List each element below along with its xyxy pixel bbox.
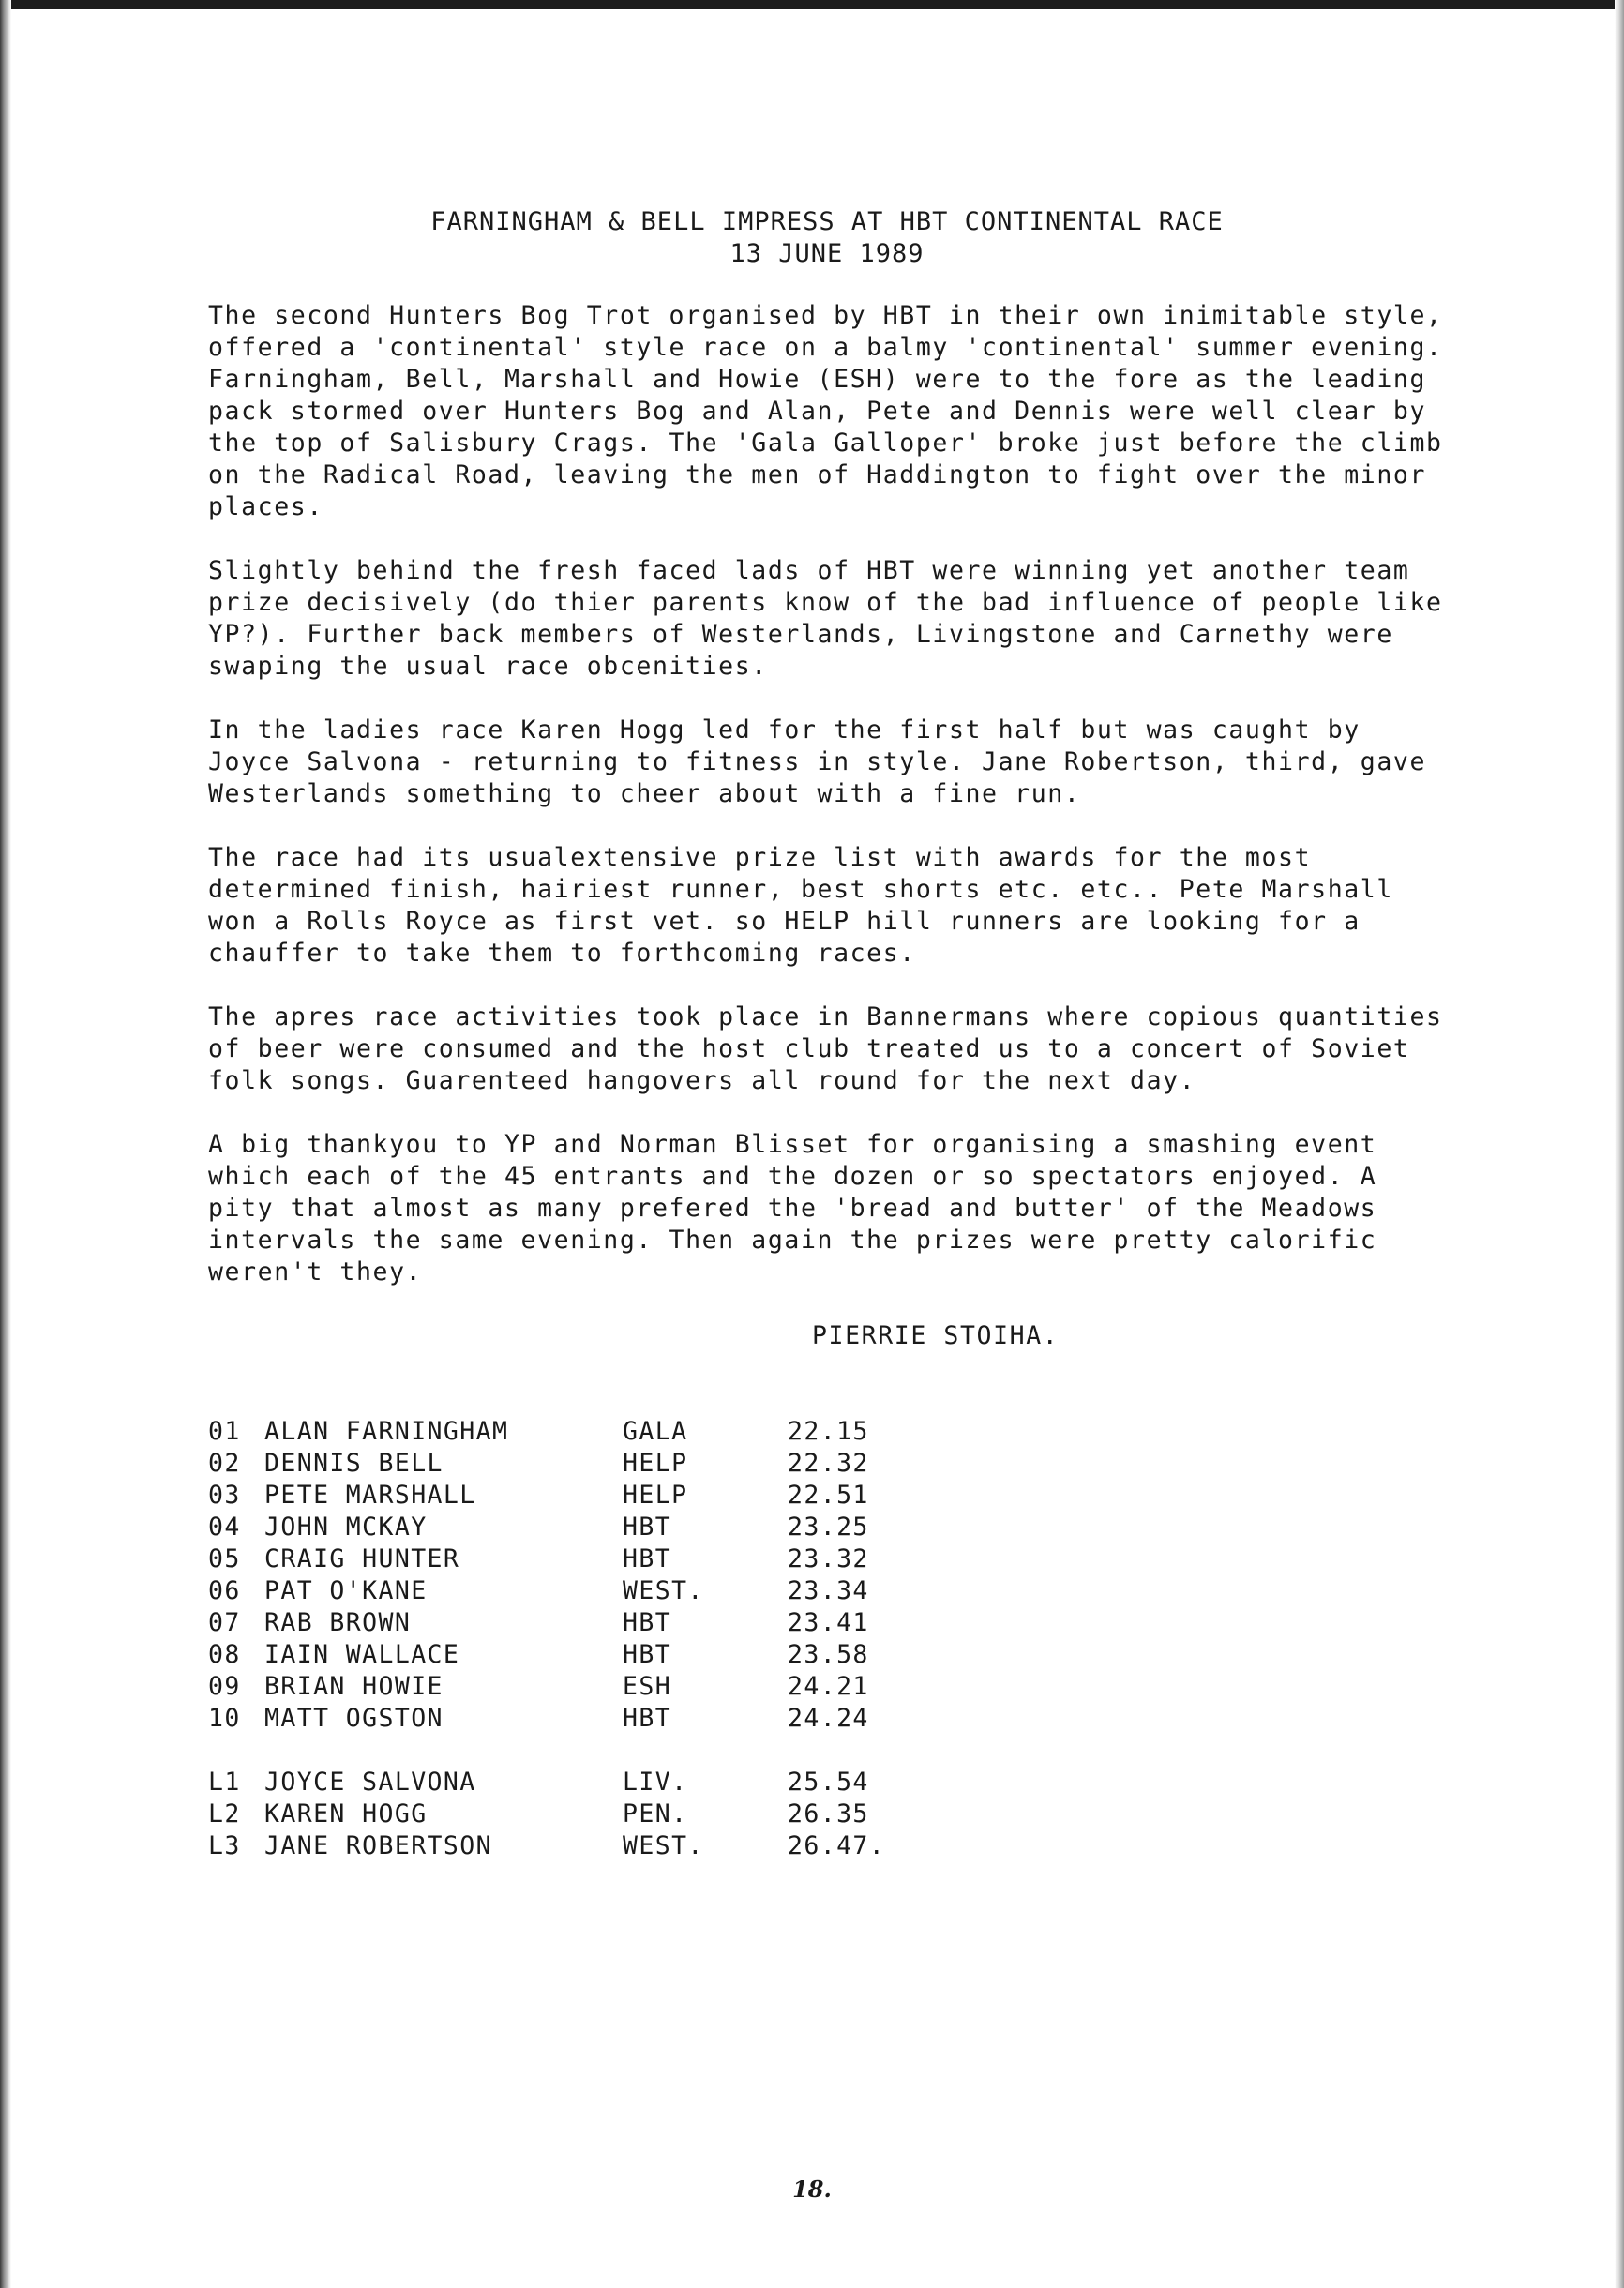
result-club: HBT (623, 1513, 672, 1542)
result-time: 23.32 (788, 1544, 869, 1573)
result-time: 23.58 (788, 1640, 869, 1669)
title-date: 13 JUNE 1989 (729, 239, 925, 268)
result-row (208, 1512, 1446, 1543)
result-position: 05 (208, 1544, 241, 1573)
title-headline: FARNINGHAM & BELL IMPRESS AT HBT CONTINENTAL RACE (430, 207, 1224, 236)
scan-right-edge (1615, 0, 1624, 2288)
results-table (208, 1416, 1446, 1862)
result-name: CRAIG HUNTER (264, 1544, 460, 1573)
result-name: JOHN MCKAY (264, 1513, 428, 1542)
result-position: L3 (208, 1831, 241, 1860)
result-name: BRIAN HOWIE (264, 1672, 444, 1701)
result-position: 06 (208, 1576, 241, 1605)
result-time: 26.35 (788, 1799, 869, 1829)
author-signature: PIERRIE STOIHA. (812, 1321, 1060, 1350)
result-row (208, 1671, 1446, 1703)
result-name: JANE ROBERTSON (264, 1831, 492, 1860)
result-row (208, 1767, 1446, 1799)
result-time: 22.51 (788, 1481, 869, 1510)
result-row (208, 1480, 1446, 1512)
result-name: KAREN HOGG (264, 1799, 428, 1829)
result-name: IAIN WALLACE (264, 1640, 460, 1669)
result-time: 22.32 (788, 1449, 869, 1478)
result-club: HBT (623, 1544, 672, 1573)
result-time: 23.34 (788, 1576, 869, 1605)
result-time: 24.21 (788, 1672, 869, 1701)
result-club: WEST. (623, 1831, 704, 1860)
result-name: MATT OGSTON (264, 1704, 444, 1733)
result-club: HBT (623, 1640, 672, 1669)
result-position: 08 (208, 1640, 241, 1669)
paragraph: The second Hunters Bog Trot organised by HBT in their own inimitable style, offered a 'continental' style race on a balmy 'continental' summer evening. Farningham, Bell, Marshall and Howie (ESH) were to the fore as the leading pack stormed over Hunters Bog and Alan, Pete and Dennis were well clear by the top of Salisbury Crags. The 'Gala Galloper' broke just before the climb on the Radical Road, leaving the men of Haddington to fight over the minor places. (208, 301, 1443, 521)
result-row (208, 1607, 1446, 1639)
result-row (208, 1543, 1446, 1575)
result-club: HELP (623, 1449, 688, 1478)
result-name: PAT O'KANE (264, 1576, 428, 1605)
result-position: 01 (208, 1417, 241, 1446)
result-time: 23.25 (788, 1513, 869, 1542)
results-gap (208, 1735, 1446, 1767)
result-name: RAB BROWN (264, 1608, 412, 1637)
result-club: HBT (623, 1608, 672, 1637)
result-club: LIV. (623, 1768, 688, 1797)
document-page (208, 206, 1446, 1862)
paragraph: The apres race activities took place in Bannermans where copious quantities of beer were consumed and the host club treated us to a concert of Soviet folk songs. Guarenteed hangovers all round for the next day. (208, 1002, 1443, 1095)
result-position: 03 (208, 1481, 241, 1510)
result-position: L1 (208, 1768, 241, 1797)
result-time: 26.47. (788, 1831, 886, 1860)
result-time: 23.41 (788, 1608, 869, 1637)
result-name: JOYCE SALVONA (264, 1768, 476, 1797)
results-men (208, 1416, 1446, 1735)
result-club: HELP (623, 1481, 688, 1510)
result-time: 25.54 (788, 1768, 869, 1797)
result-row (208, 1575, 1446, 1607)
result-name: PETE MARSHALL (264, 1481, 476, 1510)
result-club: PEN. (623, 1799, 688, 1829)
article-title (208, 206, 1446, 270)
result-time: 24.24 (788, 1704, 869, 1733)
result-club: ESH (623, 1672, 672, 1701)
result-row (208, 1703, 1446, 1735)
result-position: 10 (208, 1704, 241, 1733)
result-row (208, 1416, 1446, 1448)
article-body (208, 300, 1446, 1288)
result-club: HBT (623, 1704, 672, 1733)
result-position: 02 (208, 1449, 241, 1478)
result-name: ALAN FARNINGHAM (264, 1417, 509, 1446)
result-time: 22.15 (788, 1417, 869, 1446)
result-club: GALA (623, 1417, 688, 1446)
paragraph: A big thankyou to YP and Norman Blisset for organising a smashing event which each of the 45 entrants and the dozen or so spectators enjoyed. A pity that almost as many prefered the 'bread and butter' of the Meadows intervals the same evening. Then again the prizes were pretty calorific weren't they. (208, 1130, 1377, 1287)
paragraph: Slightly behind the fresh faced lads of HBT were winning yet another team prize decisively (do thier parents know of the bad influence of people like YP?). Further back members of Westerlands, Livingstone and Carnethy were swaping the usual race obcenities. (208, 556, 1443, 681)
result-row (208, 1448, 1446, 1480)
page-number: 18. (792, 2175, 832, 2203)
result-row (208, 1799, 1446, 1830)
scan-top-edge (0, 0, 1624, 9)
result-name: DENNIS BELL (264, 1449, 444, 1478)
result-position: 07 (208, 1608, 241, 1637)
paragraph: The race had its usualextensive prize list with awards for the most determined finish, hairiest runner, best shorts etc. etc.. Pete Marshall won a Rolls Royce as first vet. so HELP hill runners are looking for a chauffer to take them to forthcoming races. (208, 843, 1393, 968)
results-ladies (208, 1767, 1446, 1862)
result-club: WEST. (623, 1576, 704, 1605)
result-position: 04 (208, 1513, 241, 1542)
result-position: 09 (208, 1672, 241, 1701)
result-row (208, 1639, 1446, 1671)
result-position: L2 (208, 1799, 241, 1829)
paragraph: In the ladies race Karen Hogg led for the first half but was caught by Joyce Salvona - returning to fitness in style. Jane Robertson, third, gave Westerlands something to cheer about with a fine run. (208, 715, 1427, 808)
result-row (208, 1830, 1446, 1862)
scan-left-edge (0, 0, 11, 2288)
